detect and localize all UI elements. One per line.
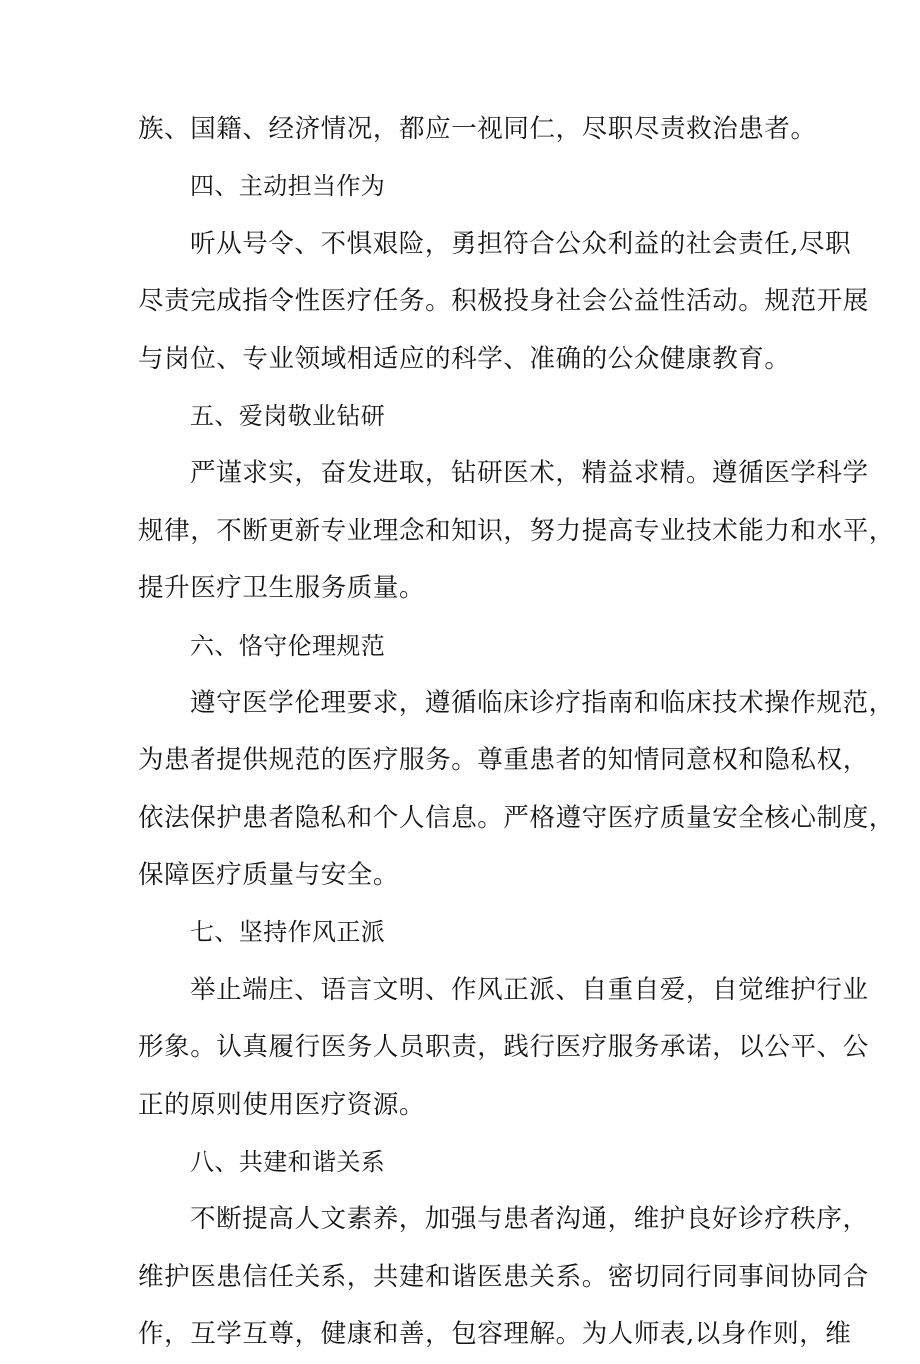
paragraph-line: 维护医患信任关系，共建和谐医患关系。密切同行同事间协同合: [138, 1261, 869, 1292]
section-heading: 五、爱岗敬业钻研: [190, 401, 386, 430]
section-heading: 八、共建和谐关系: [190, 1148, 386, 1177]
paragraph-line: 依法保护患者隐私和个人信息。严格遵守医疗质量安全核心制度，: [138, 802, 895, 833]
document-body: [138, 101, 895, 1364]
paragraph-line: 尽责完成指令性医疗任务。积极投身社会公益性活动。规范开展: [138, 286, 869, 317]
section-heading: 六、恪守伦理规范: [190, 631, 386, 660]
paragraph-line: 保障医疗质量与安全。: [138, 860, 400, 891]
paragraph-line: 形象。认真履行医务人员职责，践行医疗服务承诺，以公平、公: [138, 1032, 869, 1063]
section-heading: 四、主动担当作为: [190, 172, 386, 201]
paragraph-line: 与岗位、专业领域相适应的科学、准确的公众健康教育。: [138, 343, 791, 374]
paragraph-line: 规律，不断更新专业理念和知识，努力提高专业技术能力和水平，: [138, 515, 895, 546]
paragraph-line: 举止端庄、语言文明、作风正派、自重自爱，自觉维护行业: [190, 974, 869, 1005]
paragraph-line: 族、国籍、经济情况，都应一视同仁，尽职尽责救治患者。: [138, 114, 817, 144]
paragraph-line: 作，互学互尊，健康和善，包容理解。为人师表,以身作则，维: [138, 1319, 852, 1350]
paragraph-line: 遵守医学伦理要求，遵循临床诊疗指南和临床技术操作规范，: [190, 687, 895, 718]
paragraph-line: 正的原则使用医疗资源。: [138, 1089, 426, 1120]
section-heading: 七、坚持作风正派: [190, 918, 386, 947]
paragraph-line: 不断提高人文素养，加强与患者沟通，维护良好诊疗秩序，: [190, 1204, 869, 1235]
paragraph-line: 听从号令、不惧艰险，勇担符合公众利益的社会责任,尽职: [190, 228, 852, 259]
paragraph-line: 为患者提供规范的医疗服务。尊重患者的知情同意权和隐私权，: [138, 745, 869, 776]
paragraph-line: 严谨求实，奋发进取，钻研医术，精益求精。遵循医学科学: [190, 458, 869, 489]
paragraph-line: 提升医疗卫生服务质量。: [138, 573, 426, 604]
